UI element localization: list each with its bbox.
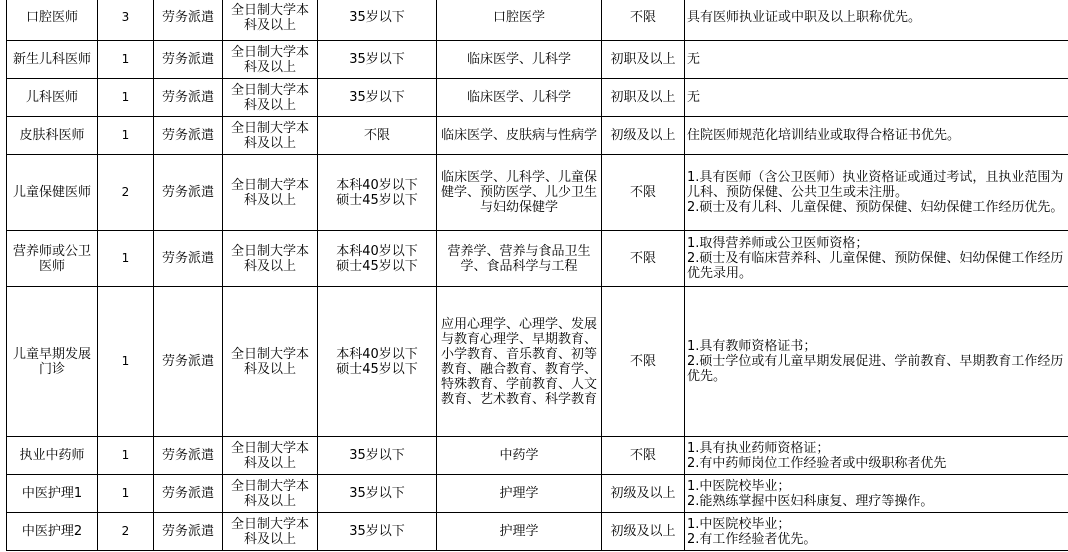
major-cell: 护理学: [437, 475, 602, 513]
cell-line: 本科40岁以下: [336, 346, 418, 362]
education-cell: 全日制大学本科及以上: [223, 437, 318, 475]
education-cell: 全日制大学本科及以上: [223, 287, 318, 437]
title-requirement-cell: 不限: [602, 287, 685, 437]
requirements-cell: [685, 41, 1068, 79]
education-cell: 全日制大学本科及以上: [223, 513, 318, 551]
employment-type-cell: 劳务派遣: [154, 41, 223, 79]
count-cell: 2: [98, 513, 154, 551]
cell-line: 1.中医院校毕业；: [687, 516, 791, 532]
table-row: [7, 437, 1068, 475]
major-cell: 临床医学、儿科学: [437, 79, 602, 117]
major-cell: 营养学、营养与食品卫生学、食品科学与工程: [437, 231, 602, 287]
employment-type-cell: 劳务派遣: [154, 79, 223, 117]
position-cell: 新生儿科医师: [7, 41, 98, 79]
age-cell: 35岁以下: [318, 513, 437, 551]
cell-line: 2.硕士及有临床营养科、儿童保健、预防保健、妇幼保健工作经历优先录用。: [687, 251, 1064, 281]
position-cell: 儿科医师: [7, 79, 98, 117]
age-cell: 35岁以下: [318, 0, 437, 41]
age-cell: [318, 155, 437, 231]
position-cell: 皮肤科医师: [7, 117, 98, 155]
title-requirement-cell: 不限: [602, 0, 685, 41]
cell-line: 本科40岁以下: [336, 243, 418, 259]
title-requirement-cell: 不限: [602, 437, 685, 475]
requirements-cell: [685, 79, 1068, 117]
table-row: [7, 513, 1068, 551]
table-row: [7, 41, 1068, 79]
cell-line: 2.有工作经验者优先。: [687, 531, 817, 547]
count-cell: 1: [98, 475, 154, 513]
title-requirement-cell: 初级及以上: [602, 475, 685, 513]
cell-line: 硕士45岁以下: [336, 258, 418, 274]
table-row: [7, 117, 1068, 155]
count-cell: 1: [98, 287, 154, 437]
age-cell: 不限: [318, 117, 437, 155]
position-cell: 营养师或公卫医师: [7, 231, 98, 287]
major-cell: 应用心理学、心理学、发展与教育心理学、早期教育、小学教育、音乐教育、初等教育、融合教育、教育学、特殊教育、学前教育、人文教育、艺术教育、科学教育: [437, 287, 602, 437]
cell-line: 1.具有医师（含公卫医师）执业资格证或通过考试，且执业范围为儿科、预防保健、公共卫生或未注册。: [687, 170, 1064, 200]
cell-line: 2.能熟练掌握中医妇科康复、理疗等操作。: [687, 493, 934, 509]
employment-type-cell: 劳务派遣: [154, 117, 223, 155]
table-row: [7, 475, 1068, 513]
requirements-cell: [685, 117, 1068, 155]
cell-line: 无: [687, 90, 701, 105]
table-body: [7, 0, 1068, 551]
title-requirement-cell: 初级及以上: [602, 117, 685, 155]
major-cell: 临床医学、儿科学: [437, 41, 602, 79]
cell-line: 硕士45岁以下: [336, 361, 418, 377]
title-requirement-cell: 初职及以上: [602, 79, 685, 117]
requirements-cell: [685, 287, 1068, 437]
education-cell: 全日制大学本科及以上: [223, 117, 318, 155]
age-cell: [318, 287, 437, 437]
requirements-cell: [685, 155, 1068, 231]
major-cell: 临床医学、皮肤病与性病学: [437, 117, 602, 155]
cell-line: 本科40岁以下: [336, 177, 418, 193]
count-cell: 1: [98, 437, 154, 475]
employment-type-cell: 劳务派遣: [154, 231, 223, 287]
title-requirement-cell: 不限: [602, 231, 685, 287]
cell-line: 无: [687, 52, 701, 67]
position-cell: 执业中药师: [7, 437, 98, 475]
count-cell: 3: [98, 0, 154, 41]
count-cell: 1: [98, 41, 154, 79]
employment-type-cell: 劳务派遣: [154, 513, 223, 551]
position-cell: 中医护理2: [7, 513, 98, 551]
cell-line: 1.具有教师资格证书；: [687, 339, 817, 354]
education-cell: 全日制大学本科及以上: [223, 41, 318, 79]
table-row: [7, 155, 1068, 231]
requirements-cell: [685, 437, 1068, 475]
employment-type-cell: 劳务派遣: [154, 437, 223, 475]
recruitment-table: [6, 0, 1068, 551]
education-cell: 全日制大学本科及以上: [223, 475, 318, 513]
major-cell: 临床医学、儿科学、儿童保健学、预防医学、儿少卫生与妇幼保健学: [437, 155, 602, 231]
title-requirement-cell: 初级及以上: [602, 513, 685, 551]
employment-type-cell: 劳务派遣: [154, 0, 223, 41]
education-cell: 全日制大学本科及以上: [223, 79, 318, 117]
age-cell: 35岁以下: [318, 79, 437, 117]
education-cell: 全日制大学本科及以上: [223, 155, 318, 231]
major-cell: 中药学: [437, 437, 602, 475]
title-requirement-cell: 初职及以上: [602, 41, 685, 79]
position-cell: 中医护理1: [7, 475, 98, 513]
cell-line: 1.具有执业药师资格证；: [687, 440, 830, 456]
cell-line: 具有医师执业证或中职及以上职称优先。: [687, 10, 922, 25]
cell-line: 2.硕士及有儿科、儿童保健、预防保健、妇幼保健工作经历优先。: [687, 200, 1064, 215]
cell-line: 2.有中药师岗位工作经验者或中级职称者优先: [687, 455, 947, 471]
major-cell: 护理学: [437, 513, 602, 551]
title-requirement-cell: 不限: [602, 155, 685, 231]
requirements-cell: [685, 0, 1068, 41]
table-row: [7, 0, 1068, 41]
position-cell: 口腔医师: [7, 0, 98, 41]
education-cell: 全日制大学本科及以上: [223, 0, 318, 41]
requirements-cell: [685, 475, 1068, 513]
count-cell: 1: [98, 117, 154, 155]
education-cell: 全日制大学本科及以上: [223, 231, 318, 287]
age-cell: 35岁以下: [318, 437, 437, 475]
cell-line: 1.取得营养师或公卫医师资格；: [687, 236, 869, 251]
count-cell: 1: [98, 231, 154, 287]
requirements-cell: [685, 513, 1068, 551]
age-cell: [318, 231, 437, 287]
employment-type-cell: 劳务派遣: [154, 287, 223, 437]
cell-line: 硕士45岁以下: [336, 192, 418, 208]
table-row: [7, 79, 1068, 117]
count-cell: 1: [98, 79, 154, 117]
major-cell: 口腔医学: [437, 0, 602, 41]
cell-line: 住院医师规范化培训结业或取得合格证书优先。: [687, 128, 961, 143]
position-cell: 儿童早期发展门诊: [7, 287, 98, 437]
age-cell: 35岁以下: [318, 475, 437, 513]
position-cell: 儿童保健医师: [7, 155, 98, 231]
table-row: [7, 287, 1068, 437]
count-cell: 2: [98, 155, 154, 231]
cell-line: 2.硕士学位或有儿童早期发展促进、学前教育、早期教育工作经历优先。: [687, 354, 1064, 384]
requirements-cell: [685, 231, 1068, 287]
table-row: [7, 231, 1068, 287]
cell-line: 1.中医院校毕业；: [687, 478, 791, 494]
employment-type-cell: 劳务派遣: [154, 475, 223, 513]
age-cell: 35岁以下: [318, 41, 437, 79]
employment-type-cell: 劳务派遣: [154, 155, 223, 231]
